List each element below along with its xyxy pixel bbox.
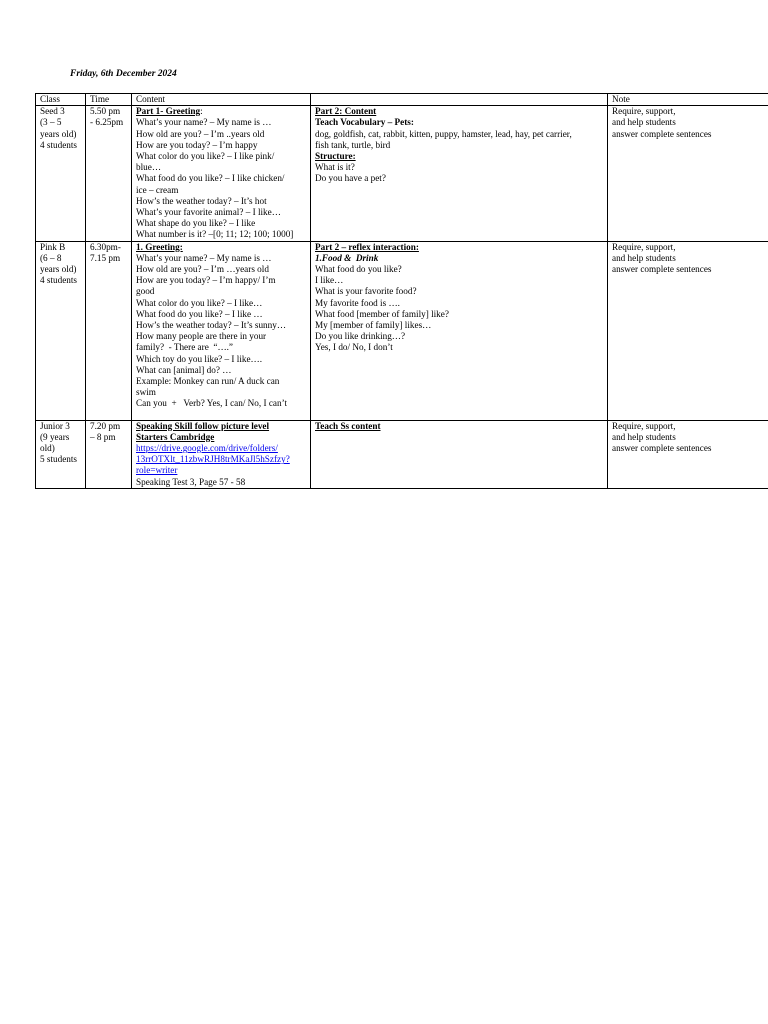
content-line: What can [animal] do? … [136, 364, 232, 375]
class-cell [36, 420, 86, 488]
header-content: Content [132, 94, 311, 106]
class-line: Seed 3 [40, 106, 65, 117]
class-line: years old) [40, 264, 77, 275]
drive-link-line[interactable]: role=writer [136, 465, 178, 476]
content-line: Do you have a pet? [315, 173, 386, 184]
time-line: – 8 pm [90, 431, 116, 442]
note-line: Require, support, [612, 106, 676, 117]
speaking-heading: Starters Cambridge [136, 431, 215, 442]
document-date: Friday, 6th December 2024 [70, 69, 177, 79]
time-cell [86, 106, 132, 241]
note-line: answer complete sentences [612, 128, 712, 139]
content-line: What food do you like? – I like chicken/ [136, 173, 285, 184]
content-line: What’s your favorite animal? – I like… [136, 207, 281, 218]
content-line: What is it? [315, 162, 355, 173]
content-line: What color do you like? – I like pink/ [136, 151, 275, 162]
time-line: - 6.25pm [90, 117, 124, 128]
note-line: Require, support, [612, 241, 676, 252]
content-line: Speaking Test 3, Page 57 - 58 [136, 476, 246, 487]
note-line: answer complete sentences [612, 443, 712, 454]
content-line: swim [136, 387, 156, 398]
note-line: and help students [612, 252, 676, 263]
content-line: What’s your name? – My name is … [136, 117, 272, 128]
vocab-line: fish tank, turtle, bird [315, 139, 391, 150]
content-line: Can you + Verb? Yes, I can/ No, I can’t [136, 398, 288, 409]
content-line: What is your favorite food? [315, 286, 417, 297]
time-cell [86, 420, 132, 488]
content-part2-cell [311, 106, 608, 241]
content-line: How many people are there in your [136, 331, 267, 342]
part2-heading: Part 2: Content [315, 106, 377, 117]
header-time: Time [86, 94, 132, 106]
structure-heading: Structure: [315, 151, 356, 162]
note-line: and help students [612, 117, 676, 128]
note-cell [608, 241, 768, 420]
content-line: What food [member of family] like? [315, 308, 449, 319]
class-line: (6 – 8 [40, 252, 62, 263]
content-line: What color do you like? – I like… [136, 297, 263, 308]
class-line: old) [40, 443, 55, 454]
content-line: ice – cream [136, 184, 179, 195]
class-cell [36, 106, 86, 241]
note-line: and help students [612, 431, 676, 442]
time-line: 7.15 pm [90, 252, 121, 263]
class-line: Junior 3 [40, 420, 70, 431]
class-cell [36, 241, 86, 420]
time-line: 5.50 pm [90, 106, 121, 117]
drive-link-line[interactable]: https://drive.google.com/drive/folders/ [136, 443, 278, 454]
content-line: Yes, I do/ No, I don’t [315, 342, 393, 353]
class-line: 5 students [40, 454, 78, 465]
part1-heading: 1. Greeting: [136, 241, 183, 252]
part1-heading: Part 1- Greeting: [136, 106, 203, 117]
drive-link[interactable] [136, 443, 306, 477]
table-row [36, 420, 768, 488]
content-line: What food do you like? [315, 264, 402, 275]
class-line: years old) [40, 128, 77, 139]
header-class: Class [36, 94, 86, 106]
note-cell [608, 106, 768, 241]
content-line: How are you today? – I’m happy [136, 139, 258, 150]
vocab-heading: Teach Vocabulary – Pets: [315, 117, 414, 128]
part2-heading: Part 2 – reflex interaction: [315, 241, 419, 252]
class-line: (3 – 5 [40, 117, 62, 128]
class-line: 4 students [40, 139, 78, 150]
content-line: How’s the weather today? – It’s sunny… [136, 320, 287, 331]
topic-heading: 1.Food & Drink [315, 252, 379, 263]
note-line: answer complete sentences [612, 264, 712, 275]
header-note: Note [608, 94, 768, 106]
part2-heading: Teach Ss content [315, 420, 381, 431]
time-line: 7.20 pm [90, 420, 121, 431]
content-line: What number is it? –[0; 11; 12; 100; 1000] [136, 229, 294, 240]
speaking-heading: Speaking Skill follow picture level [136, 420, 270, 431]
content-line: Example: Monkey can run/ A duck can [136, 376, 280, 387]
drive-link-line[interactable]: 13rrOTXlt_11zbwRJH8trMKaJl5hSzfzy? [136, 454, 290, 465]
table-row [36, 106, 768, 241]
content-line: Which toy do you like? – I like…. [136, 353, 263, 364]
content-line: How’s the weather today? – It’s hot [136, 195, 267, 206]
content-line: Do you like drinking…? [315, 331, 406, 342]
table-header-row [36, 94, 768, 106]
header-content-2 [311, 94, 608, 106]
content-line: How old are you? – I’m ..years old [136, 128, 265, 139]
time-cell [86, 241, 132, 420]
lesson-plan-table [35, 93, 768, 489]
time-line: 6.30pm- [90, 241, 121, 252]
content-line: My favorite food is …. [315, 297, 400, 308]
content-line: My [member of family] likes… [315, 320, 432, 331]
note-line: Require, support, [612, 420, 676, 431]
content-line: How old are you? – I’m …years old [136, 264, 269, 275]
content-line: What’s your name? – My name is … [136, 252, 272, 263]
class-line: Pink B [40, 241, 66, 252]
content-line: family? - There are “….” [136, 342, 234, 353]
table-row [36, 241, 768, 420]
content-line: How are you today? – I’m happy/ I’m [136, 275, 276, 286]
content-line: What food do you like? – I like … [136, 308, 263, 319]
content-part2-cell [311, 420, 608, 488]
content-line: good [136, 286, 155, 297]
content-part1-cell [132, 241, 311, 420]
vocab-line: dog, goldfish, cat, rabbit, kitten, puppy, hamster, lead, hay, pet carrier, [315, 128, 572, 139]
content-part1-cell [132, 106, 311, 241]
class-line: 4 students [40, 275, 78, 286]
class-line: (9 years [40, 431, 70, 442]
note-cell [608, 420, 768, 488]
content-line: What shape do you like? – I like [136, 218, 256, 229]
content-line: blue… [136, 162, 162, 173]
content-part2-cell [311, 241, 608, 420]
content-part1-cell [132, 420, 311, 488]
content-line: I like… [315, 275, 344, 286]
